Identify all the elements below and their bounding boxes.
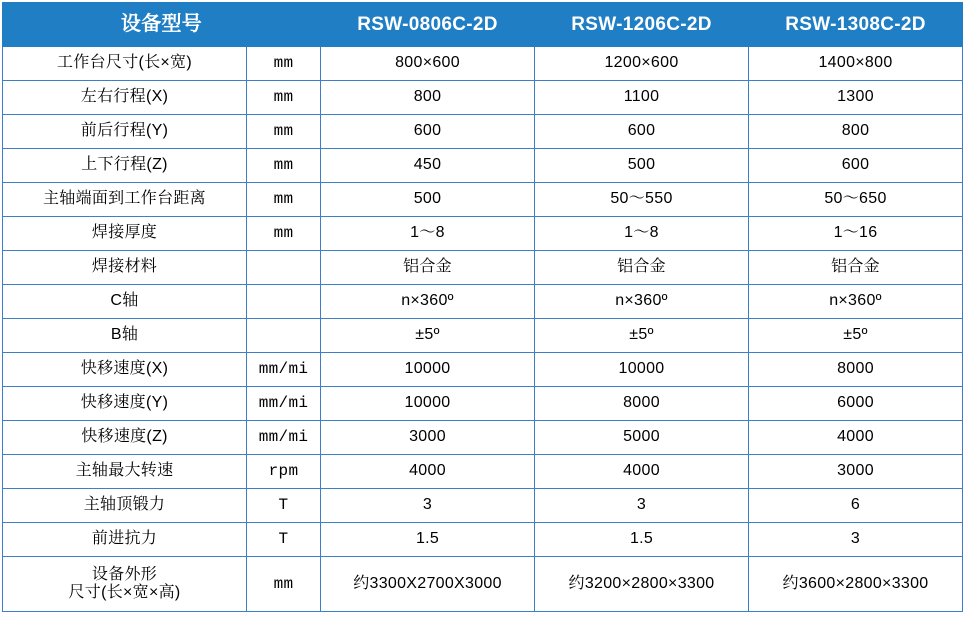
row-label: 主轴端面到工作台距离 (3, 183, 247, 217)
row-label: C轴 (3, 285, 247, 319)
row-unit (247, 251, 321, 285)
row-value: 5000 (535, 421, 749, 455)
header-model-3: RSW-1308C-2D (749, 3, 963, 47)
row-value: ±5º (321, 319, 535, 353)
row-value: 4000 (749, 421, 963, 455)
row-value: 600 (321, 115, 535, 149)
table-row (3, 183, 963, 217)
row-value: 1200×600 (535, 47, 749, 81)
row-unit: mm (247, 47, 321, 81)
row-label-line1: 设备外形 (91, 565, 158, 583)
table-row (3, 251, 963, 285)
row-value: 50～550 (535, 183, 749, 217)
row-unit: T (247, 523, 321, 557)
table-row (3, 81, 963, 115)
row-value: 1400×800 (749, 47, 963, 81)
row-value: 500 (321, 183, 535, 217)
row-label: 工作台尺寸(长×宽) (3, 47, 247, 81)
row-value: 铝合金 (535, 251, 749, 285)
table-row (3, 353, 963, 387)
row-label: B轴 (3, 319, 247, 353)
table-row (3, 557, 963, 612)
row-value: 800 (749, 115, 963, 149)
row-label: 快移速度(X) (3, 353, 247, 387)
table-row (3, 319, 963, 353)
row-value: 6 (749, 489, 963, 523)
row-unit: mm/mi (247, 421, 321, 455)
row-label (3, 557, 247, 612)
row-unit: mm/mi (247, 387, 321, 421)
row-label: 焊接材料 (3, 251, 247, 285)
row-value: n×360º (749, 285, 963, 319)
header-model-1: RSW-0806C-2D (321, 3, 535, 47)
row-value: 铝合金 (321, 251, 535, 285)
table-row (3, 523, 963, 557)
row-value: 4000 (321, 455, 535, 489)
row-value: 10000 (321, 387, 535, 421)
row-value: 约3600×2800×3300 (749, 557, 963, 612)
row-value: 3000 (321, 421, 535, 455)
row-value: 铝合金 (749, 251, 963, 285)
table-row (3, 217, 963, 251)
row-value: 10000 (321, 353, 535, 387)
row-unit: mm (247, 557, 321, 612)
row-value: 800 (321, 81, 535, 115)
row-value: 8000 (749, 353, 963, 387)
table-header-row (3, 3, 963, 47)
row-value: 4000 (535, 455, 749, 489)
row-unit: mm/mi (247, 353, 321, 387)
row-value: n×360º (535, 285, 749, 319)
row-label: 上下行程(Z) (3, 149, 247, 183)
table-row (3, 455, 963, 489)
row-value: 600 (749, 149, 963, 183)
row-value: 10000 (535, 353, 749, 387)
row-value: 8000 (535, 387, 749, 421)
row-unit: mm (247, 217, 321, 251)
row-unit: mm (247, 183, 321, 217)
row-unit: mm (247, 149, 321, 183)
equipment-spec-table (2, 2, 963, 612)
row-value: 1～8 (321, 217, 535, 251)
row-unit (247, 319, 321, 353)
table-row (3, 421, 963, 455)
table-row (3, 115, 963, 149)
table-row (3, 149, 963, 183)
row-value: 1100 (535, 81, 749, 115)
row-label: 快移速度(Z) (3, 421, 247, 455)
row-unit: mm (247, 115, 321, 149)
row-label: 焊接厚度 (3, 217, 247, 251)
row-value: 1300 (749, 81, 963, 115)
row-value: 50～650 (749, 183, 963, 217)
row-value: 约3300X2700X3000 (321, 557, 535, 612)
row-label: 主轴顶锻力 (3, 489, 247, 523)
row-value: 约3200×2800×3300 (535, 557, 749, 612)
row-label: 前后行程(Y) (3, 115, 247, 149)
row-value: 600 (535, 115, 749, 149)
row-value: 6000 (749, 387, 963, 421)
row-unit: rpm (247, 455, 321, 489)
row-value: 3 (749, 523, 963, 557)
row-unit: T (247, 489, 321, 523)
row-value: 1～16 (749, 217, 963, 251)
row-label: 左右行程(X) (3, 81, 247, 115)
table-row (3, 285, 963, 319)
row-value: ±5º (535, 319, 749, 353)
table-row (3, 47, 963, 81)
row-value: ±5º (749, 319, 963, 353)
header-model-2: RSW-1206C-2D (535, 3, 749, 47)
header-model-label: 设备型号 (3, 3, 321, 47)
row-label: 快移速度(Y) (3, 387, 247, 421)
row-label: 前进抗力 (3, 523, 247, 557)
table-row (3, 489, 963, 523)
row-value: 1～8 (535, 217, 749, 251)
row-label: 主轴最大转速 (3, 455, 247, 489)
row-value: 3000 (749, 455, 963, 489)
row-value: 450 (321, 149, 535, 183)
row-value: 3 (321, 489, 535, 523)
row-value: 1.5 (321, 523, 535, 557)
row-value: 3 (535, 489, 749, 523)
row-label-line2: 尺寸(长×宽×高) (68, 584, 181, 601)
table-row (3, 387, 963, 421)
row-unit: mm (247, 81, 321, 115)
row-unit (247, 285, 321, 319)
row-value: 500 (535, 149, 749, 183)
row-value: 800×600 (321, 47, 535, 81)
row-value: n×360º (321, 285, 535, 319)
row-value: 1.5 (535, 523, 749, 557)
